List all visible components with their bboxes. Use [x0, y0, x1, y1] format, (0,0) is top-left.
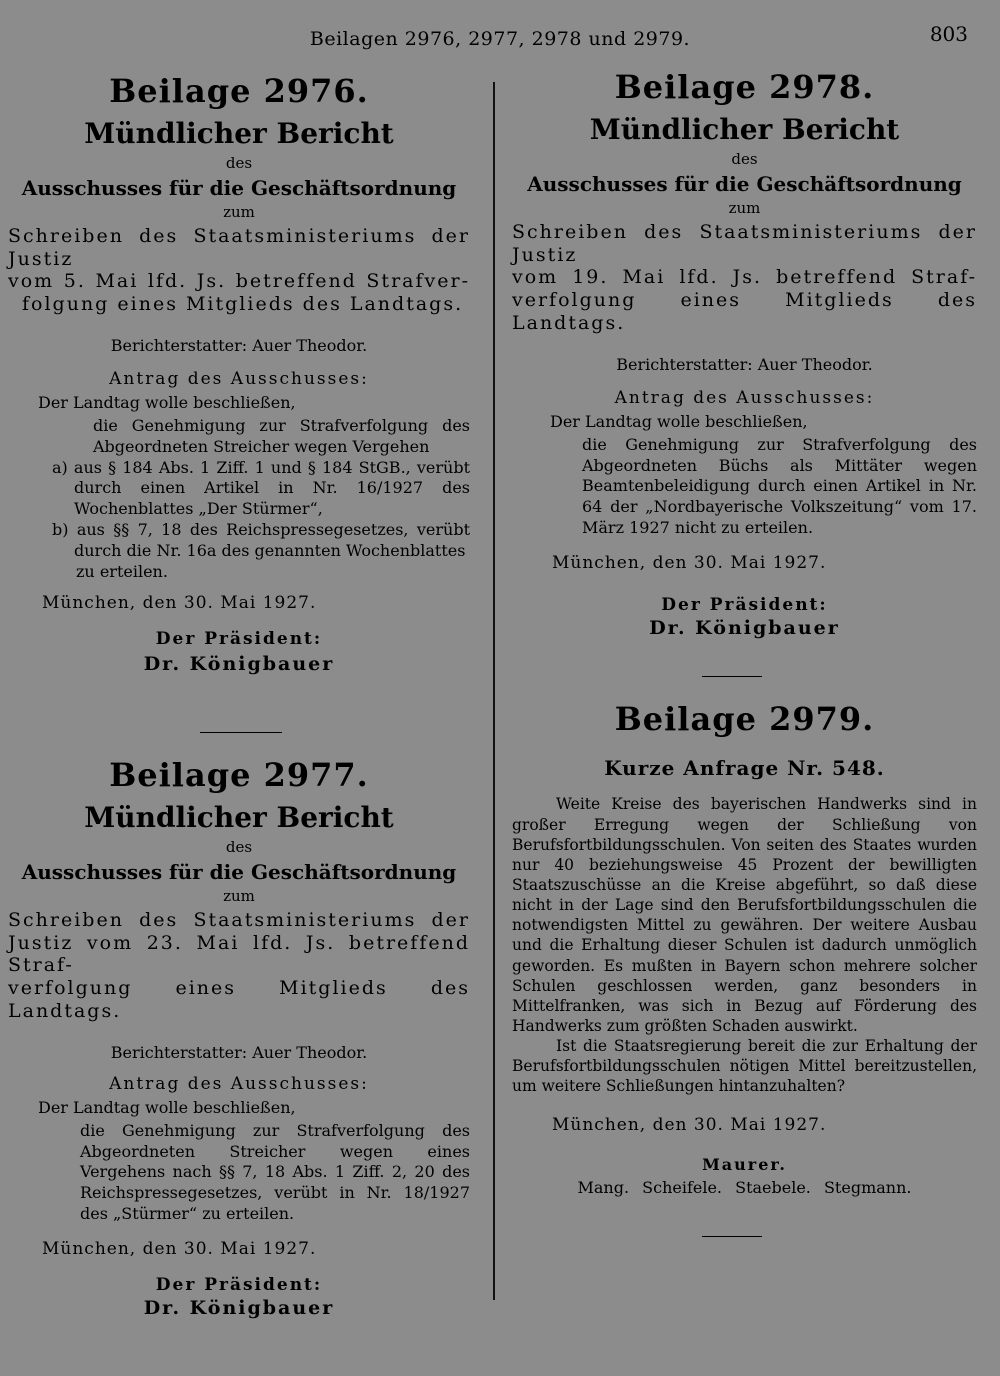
date-line: München, den 30. Mai 1927. — [552, 1114, 827, 1135]
zum-label: zum — [728, 198, 761, 217]
page-number: 803 — [929, 22, 968, 46]
subject-line: vom 5. Mai lfd. Js. betreffend Strafver- — [8, 270, 470, 293]
motion-item-a: a) aus § 184 Abs. 1 Ziff. 1 und § 184 StGB., verübt durch einen Artikel in Nr. 16/1927 des Wochenblattes „Der Stürmer“, — [52, 457, 470, 519]
zum-label: zum — [223, 202, 255, 221]
report-heading: Mündlicher Bericht — [589, 113, 900, 147]
closing-rule — [702, 1236, 762, 1237]
separator-rule — [200, 732, 282, 733]
antrag-heading: Antrag des Ausschusses: — [109, 1073, 369, 1094]
subject-line: Schreiben des Staatsministeriums der Justiz — [8, 224, 470, 270]
date-line: München, den 30. Mai 1927. — [42, 592, 317, 613]
des-label: des — [225, 153, 253, 172]
subject-line: folgung eines Mitglieds des Landtags. — [22, 293, 464, 316]
column-divider — [493, 82, 495, 1300]
subject-line: Schreiben des Staatsministeriums der Justiz — [512, 220, 977, 266]
antrag-heading: Antrag des Ausschusses: — [614, 387, 875, 408]
cosigners: Mang. Scheifele. Staebele. Stegmann. — [577, 1177, 912, 1197]
motion-intro: Der Landtag wolle beschließen, — [550, 411, 808, 431]
committee-heading: Ausschusses für die Geschäftsordnung — [21, 859, 457, 884]
motion-text: die Genehmigung zur Strafverfolgung des Abgeordneten Streicher wegen eines Vergehens nach §§ 7, 18 Abs. 1 Ziff. 2, 20 des Reichspressegesetzes, verübt in Nr. 18/1927 des „Stürmer“ zu erteilen. — [80, 1120, 470, 1223]
beilage-2977 — [8, 756, 470, 1319]
subject — [512, 221, 977, 335]
subject-line: Justiz vom 23. Mai lfd. Js. betreffend Straf- — [8, 931, 470, 977]
beilage-title: Beilage 2976. — [109, 72, 369, 110]
motion-intro: Der Landtag wolle beschließen, — [38, 392, 296, 412]
running-head: Beilagen 2976, 2977, 2978 und 2979. — [309, 28, 691, 50]
committee-heading: Ausschusses für die Geschäftsordnung — [21, 175, 457, 200]
date-line: München, den 30. Mai 1927. — [552, 552, 827, 573]
motion-text: die Genehmigung zur Strafverfolgung des Abgeordneten Streicher wegen Vergehen — [93, 415, 470, 456]
president-title: Der Präsident: — [155, 628, 323, 649]
subject-line: verfolgung eines Mitglieds des Landtags. — [8, 977, 470, 1022]
des-label: des — [225, 837, 253, 856]
reporter: Berichterstatter: Auer Theodor. — [110, 335, 368, 355]
separator-rule — [702, 676, 762, 677]
inquiry-paragraph: Weite Kreise des bayerischen Handwerks sind in großer Erregung wegen der Schließung von Berufsfortbildungsschulen. Von seiten des Staates wurden nur 40 beziehungsweise 45 Prozent der bewilligten Staatszuschüsse an die Kreise abgeführt, so daß diese nicht in der Lage sind den Berufsfortbildungsschulen die notwendigsten Mittel zu gewähren. Der weitere Ausbau und die Erhaltung dieser Schulen ist dadurch unmöglich geworden. Es mußten in Bayern schon mehrere solcher Schulen geschlossen werden, ganz besonders in Mittelfranken, was sich in Bezug auf Förderung des Handwerks zum größten Schaden auswirkt. — [512, 795, 977, 1035]
reporter: Berichterstatter: Auer Theodor. — [110, 1042, 368, 1062]
beilage-2979 — [512, 700, 977, 1197]
beilage-title: Beilage 2979. — [614, 700, 875, 738]
beilage-title: Beilage 2977. — [109, 756, 369, 794]
president-title: Der Präsident: — [661, 594, 828, 615]
motion-text: die Genehmigung zur Strafverfolgung des Abgeordneten Büchs als Mittäter wegen Beamtenbeleidigung durch einen Artikel in Nr. 64 der „Nordbayerische Volkszeitung“ vom 17. März 1927 nicht zu erteilen. — [582, 434, 977, 537]
beilage-2976 — [8, 72, 470, 675]
subject-line: vom 19. Mai lfd. Js. betreffend Straf- — [512, 266, 977, 289]
subject-line: Schreiben des Staatsministeriums der — [8, 908, 470, 931]
motion-intro: Der Landtag wolle beschließen, — [38, 1097, 296, 1117]
date-line: München, den 30. Mai 1927. — [42, 1238, 317, 1259]
subject — [8, 909, 470, 1023]
motion-item-b: b) aus §§ 7, 18 des Reichspressegesetzes, verübt durch die Nr. 16a des genannten Wochenblattes — [52, 519, 470, 560]
signer: Maurer. — [702, 1154, 787, 1174]
inquiry-heading: Kurze Anfrage Nr. 548. — [604, 756, 885, 781]
zum-label: zum — [223, 886, 255, 905]
motion-tail: zu erteilen. — [76, 561, 168, 581]
president-name: Dr. Königbauer — [143, 1296, 335, 1319]
subject — [8, 225, 470, 316]
inquiry-question: Ist die Staatsregierung bereit die zur Erhaltung der Berufsfortbildungsschulen nötigen Mittel bereitzustellen, um weitere Schließungen hintanzuhalten? — [512, 1037, 977, 1096]
des-label: des — [731, 149, 758, 168]
report-heading: Mündlicher Bericht — [84, 117, 394, 151]
committee-heading: Ausschusses für die Geschäftsordnung — [527, 171, 962, 196]
president-name: Dr. Königbauer — [649, 616, 840, 639]
report-heading: Mündlicher Bericht — [84, 801, 394, 835]
president-name: Dr. Königbauer — [143, 652, 335, 675]
beilage-title: Beilage 2978. — [614, 68, 875, 106]
antrag-heading: Antrag des Ausschusses: — [109, 368, 369, 389]
president-title: Der Präsident: — [155, 1274, 323, 1295]
reporter: Berichterstatter: Auer Theodor. — [616, 354, 873, 374]
subject-line: verfolgung eines Mitglieds des Landtags. — [512, 289, 977, 334]
beilage-2978 — [512, 68, 977, 639]
